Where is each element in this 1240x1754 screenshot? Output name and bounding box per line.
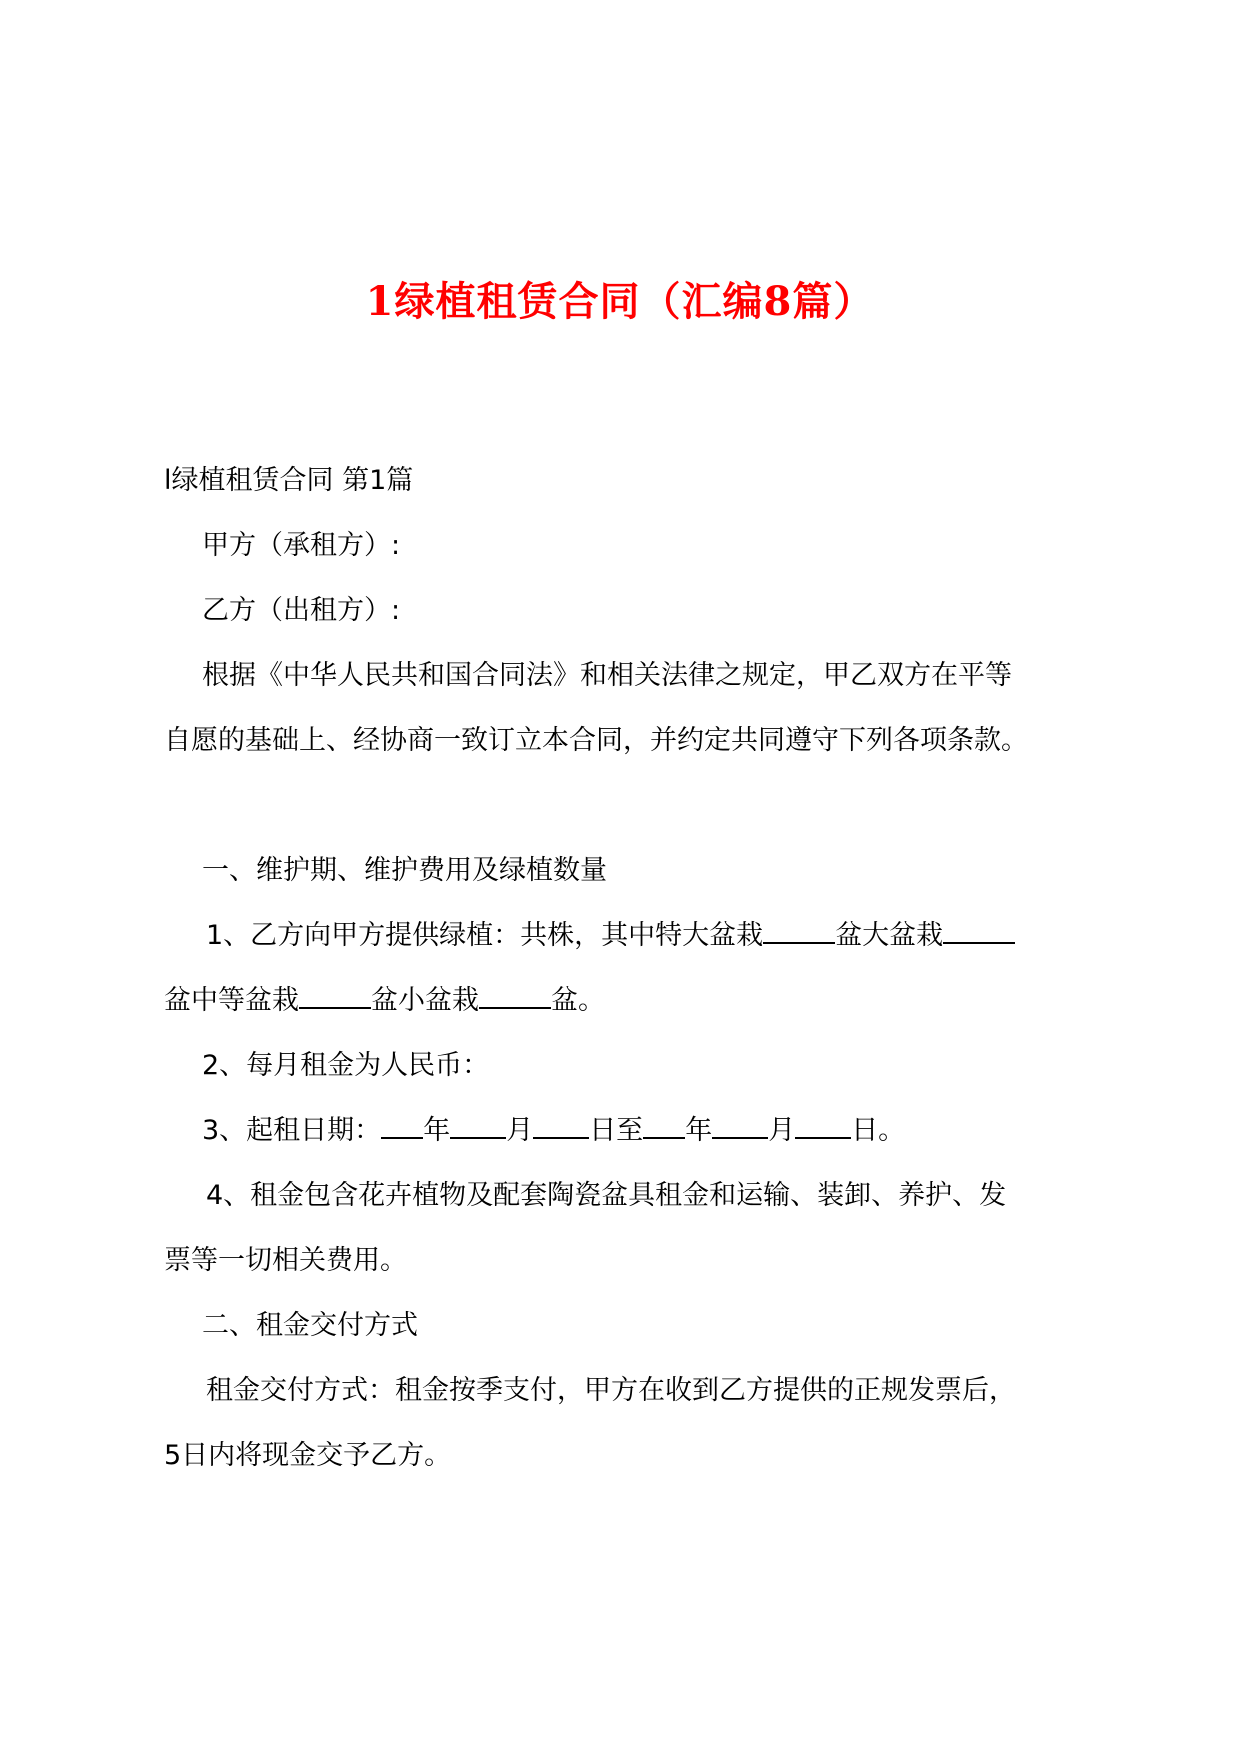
item-2-line: 2、每月租金为人民币：: [202, 1050, 490, 1081]
item-1-line-2: [164, 968, 1104, 1033]
item-1-text-e: 盆。: [551, 985, 605, 1016]
item-1-text-c: 盆中等盆栽: [164, 985, 299, 1016]
preamble-line-1: 根据《中华人民共和国合同法》和相关法律之规定，甲乙双方在平等: [202, 660, 1012, 691]
document-title: 1绿植租赁合同（汇编8篇）: [365, 278, 875, 325]
clause-1-heading: 一、维护期、维护费用及绿植数量: [202, 855, 607, 886]
document-body: [164, 448, 1104, 1488]
label-month: 月: [506, 1115, 534, 1146]
blank-start-day: [533, 1115, 589, 1139]
blank-start-year: [381, 1115, 423, 1139]
item-4-line-1: 4、租金包含花卉植物及配套陶瓷盆具租金和运输、装卸、养护、发: [206, 1180, 1007, 1211]
label-year-2: 年: [685, 1115, 713, 1146]
item-1-text-b: 盆大盆栽: [835, 920, 944, 951]
item-1-text-a: 1、乙方向甲方提供绿植：共株，其中特大盆栽: [206, 920, 764, 951]
spacer: [164, 773, 1104, 838]
blank-start-month: [450, 1115, 506, 1139]
blank-end-day: [795, 1115, 851, 1139]
preamble-line-2: 自愿的基础上、经协商一致订立本合同，并约定共同遵守下列各项条款。: [164, 725, 1028, 756]
label-day-to: 日至: [589, 1115, 644, 1146]
clause-2-heading: 二、租金交付方式: [202, 1310, 418, 1341]
blank-large-count: [943, 920, 1015, 944]
label-year: 年: [423, 1115, 451, 1146]
payment-line-1: 租金交付方式：租金按季支付，甲方在收到乙方提供的正规发票后，: [206, 1375, 1016, 1406]
item-3-prefix: 3、起租日期：: [202, 1115, 382, 1146]
item-1-text-d: 盆小盆栽: [371, 985, 479, 1016]
blank-end-year: [643, 1115, 685, 1139]
party-b-line: 乙方（出租方）:: [202, 595, 401, 626]
blank-end-month: [712, 1115, 768, 1139]
blank-small-count: [479, 985, 551, 1009]
blank-extra-large-count: [763, 920, 835, 944]
section-heading: l绿植租赁合同 第1篇: [164, 465, 414, 496]
label-month-2: 月: [768, 1115, 796, 1146]
item-1-line-1: [164, 903, 1104, 968]
blank-medium-count: [299, 985, 371, 1009]
label-day-end: 日。: [851, 1115, 906, 1146]
item-3-line: [164, 1098, 1104, 1163]
party-a-line: 甲方（承租方）:: [202, 530, 401, 561]
item-4-line-2: 票等一切相关费用。: [164, 1245, 407, 1276]
payment-line-2: 5日内将现金交予乙方。: [164, 1440, 452, 1471]
